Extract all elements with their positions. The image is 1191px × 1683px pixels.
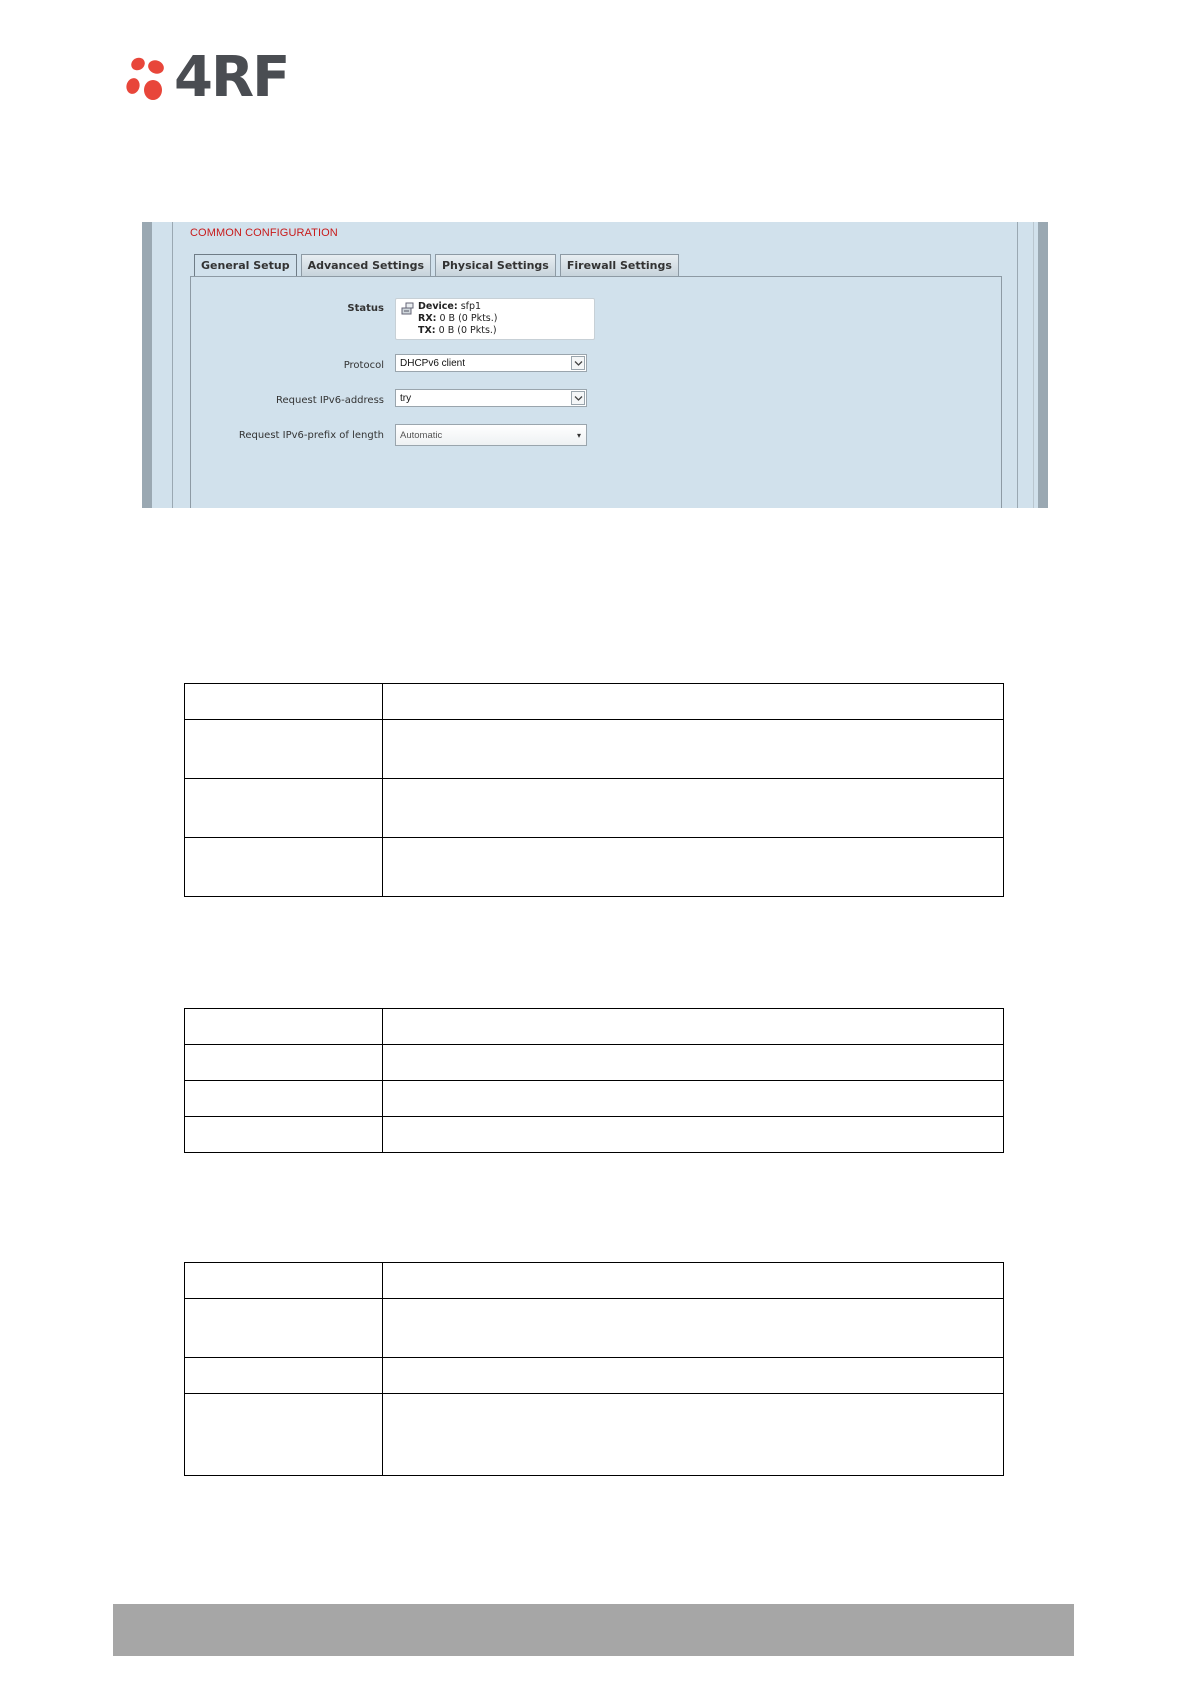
table-cell [383, 838, 1004, 897]
table-row [185, 838, 1004, 897]
table-cell [383, 1045, 1004, 1081]
table-row [185, 779, 1004, 838]
table-row [185, 1263, 1004, 1299]
table-cell [185, 1263, 383, 1299]
table-1 [184, 683, 1004, 897]
table-cell [383, 779, 1004, 838]
section-title: COMMON CONFIGURATION [190, 227, 338, 239]
table-cell [185, 1045, 383, 1081]
chevron-down-icon [571, 356, 585, 370]
table-cell [185, 1117, 383, 1153]
chevron-down-icon [571, 391, 585, 405]
footer-bar [113, 1604, 1074, 1656]
request-prefix-select-value: Automatic [400, 430, 443, 441]
table-cell [383, 1299, 1004, 1358]
status-rx-line: RX: 0 B (0 Pkts.) [418, 313, 498, 324]
logo-text: 4RF [174, 45, 289, 110]
request-address-label: Request IPv6-address [276, 395, 384, 406]
table-cell [383, 1081, 1004, 1117]
table-row [185, 1394, 1004, 1476]
config-screenshot [142, 222, 1048, 508]
request-prefix-label: Request IPv6-prefix of length [238, 430, 384, 441]
frame-line-left [172, 222, 173, 508]
frame-line-right [1017, 222, 1018, 508]
company-logo [124, 45, 289, 110]
table-cell [185, 1081, 383, 1117]
logo-petals-icon [124, 54, 168, 102]
table-cell [383, 1263, 1004, 1299]
table-cell [185, 1009, 383, 1045]
table-cell [185, 838, 383, 897]
table-cell [383, 1009, 1004, 1045]
tab-general-setup[interactable]: General Setup [194, 254, 297, 277]
status-device-line: Device: sfp1 [418, 301, 482, 312]
network-device-icon [401, 302, 414, 318]
table-cell [383, 1117, 1004, 1153]
table-cell [185, 1299, 383, 1358]
frame-edge-left [142, 222, 152, 508]
protocol-select-value: DHCPv6 client [400, 358, 466, 369]
table-row [185, 1299, 1004, 1358]
table-cell [185, 720, 383, 779]
protocol-label: Protocol [343, 360, 384, 371]
table-row [185, 1117, 1004, 1153]
table-cell [383, 720, 1004, 779]
tab-firewall-settings[interactable]: Firewall Settings [560, 254, 679, 276]
table-cell [185, 684, 383, 720]
table-cell [185, 779, 383, 838]
tab-advanced-settings[interactable]: Advanced Settings [301, 254, 431, 276]
frame-line-right-inner [1033, 222, 1034, 508]
request-address-select-value: try [400, 393, 412, 404]
dropdown-arrow-icon: ▾ [576, 431, 581, 440]
table-row [185, 720, 1004, 779]
status-label: Status [347, 303, 384, 314]
table-3 [184, 1262, 1004, 1476]
protocol-select[interactable] [395, 354, 587, 372]
request-address-select[interactable] [395, 389, 587, 407]
tab-bar [194, 254, 679, 277]
status-tx-line: TX: 0 B (0 Pkts.) [418, 325, 497, 336]
table-row [185, 1081, 1004, 1117]
table-cell [185, 1358, 383, 1394]
frame-edge-right [1038, 222, 1048, 508]
table-cell [383, 1358, 1004, 1394]
tab-physical-settings[interactable]: Physical Settings [435, 254, 556, 276]
table-cell [185, 1394, 383, 1476]
table-row [185, 1009, 1004, 1045]
table-cell [383, 1394, 1004, 1476]
table-cell [383, 684, 1004, 720]
table-row [185, 1045, 1004, 1081]
table-2 [184, 1008, 1004, 1153]
table-row [185, 1358, 1004, 1394]
table-row [185, 684, 1004, 720]
request-prefix-select[interactable] [395, 424, 587, 446]
status-box [395, 298, 595, 340]
